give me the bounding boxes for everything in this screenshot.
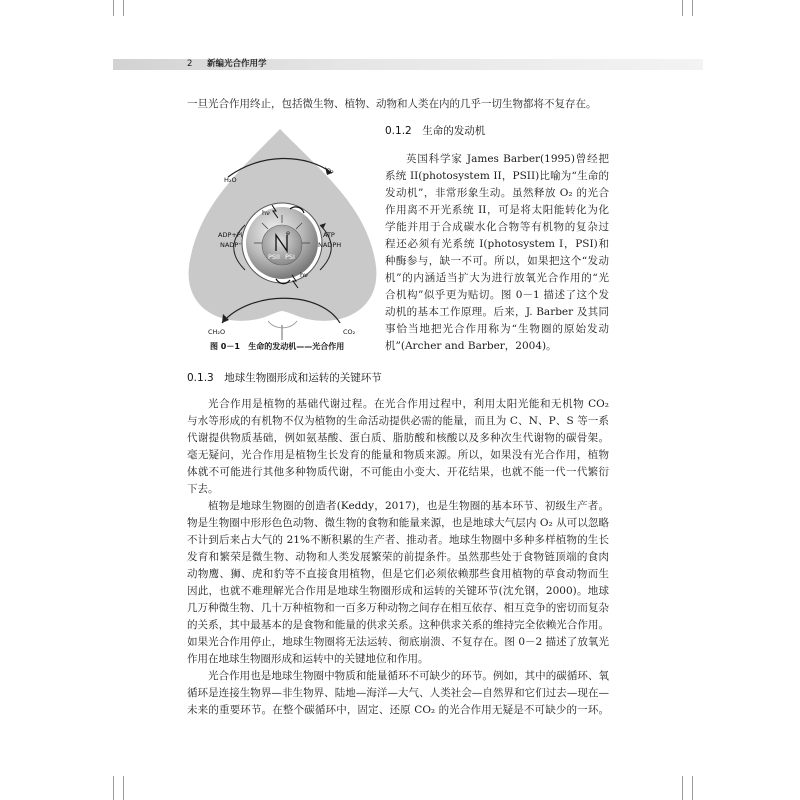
label-psii: PSII: [268, 253, 280, 261]
crop-mark-bottom-right-v: [682, 776, 683, 800]
body-text-line: 下去。: [187, 483, 219, 495]
section-heading-0-1-2: 0.1.2 生命的发动机: [385, 125, 486, 137]
body-text-line: 植物是地球生物圈的创造者(Keddy，2017)，也是生物圈的基本环节、初级生产者。: [208, 500, 609, 512]
body-text-line: 发育和繁荣是微生物、动物和人类发展繁荣的前提条件。虽然那些处于食物链顶端的食肉: [187, 551, 609, 563]
body-text-line: 作用在地球生物圈形成和运转中的关键地位和作用。: [187, 653, 429, 665]
crop-mark-bottom-left-v2: [123, 776, 124, 800]
body-text-line: 合机构”似乎更为贴切。图 0－1 描述了这个发: [385, 289, 609, 301]
label-o2: O₂: [326, 167, 334, 175]
body-text-line: 循环是连接生物界—非生物界、陆地—海洋—大气、人类社会—自然界和它们过去—现在—: [187, 687, 609, 699]
body-text-line: 几万种微生物、几十万种植物和一百多万种动物之间存在相互依存、相互竞争的密切而复杂: [187, 602, 609, 614]
running-header-title: 新编光合作用学: [207, 59, 267, 69]
label-hv-bottom: hν: [300, 271, 308, 279]
body-text-line: 动机的基本工作原理。后来，J. Barber 及其同: [385, 306, 609, 318]
label-hv-top: hν: [262, 209, 270, 217]
label-co2: CO₂: [343, 328, 356, 336]
body-text-line: 机”的内涵适当扩大为进行放氧光合作用的“光: [385, 272, 609, 284]
body-text-line: 体就不可能进行其他多种物质代谢，不可能由小变大、开花结果，也就不能一代一代繁衍: [187, 466, 609, 478]
label-ch2o: CH₂O: [208, 328, 226, 336]
figure-photosynthesis-engine: [180, 125, 385, 340]
page-number: 2: [187, 59, 193, 69]
label-adp: ADP+Pi: [218, 231, 243, 239]
label-nadph: NADPH: [318, 241, 342, 249]
body-text-line: 毫无疑问，光合作用是植物生长发育的能量和物质来源。所以，如果没有光合作用，植物: [187, 449, 609, 461]
body-text-line: 机”(Archer and Barber，2004)。: [385, 340, 557, 352]
body-text-line: 英国科学家 James Barber(1995)曾经把: [406, 153, 609, 165]
body-text-line: 代谢提供物质基础，例如氨基酸、蛋白质、脂肪酸和核酸以及多种次生代谢物的碳骨架。: [187, 432, 609, 444]
body-text-line: 物是生物圈中形形色色动物、微生物的食物和能量来源，也是地球大气层内 O₂ 从可以忽略: [187, 517, 609, 529]
body-text-line: 如果光合作用停止，地球生物圈将无法运转、彻底崩溃、不复存在。图 0－2 描述了放氧光: [187, 636, 609, 648]
body-text-line: 系统 II(photosystem II，PSII)比喻为“生命的: [385, 170, 609, 182]
body-text-line: 发动机”，非常形象生动。虽然释放 O₂ 的光合: [385, 187, 609, 199]
body-text-line: 程还必须有光系统 I(photosystem I，PSI)和: [385, 238, 609, 250]
body-text-line: 种酶参与，缺一不可。所以，如果把这个“发动: [385, 255, 609, 267]
body-text-line: 未来的重要环节。在整个碳循环中，固定、还原 CO₂ 的光合作用无疑是不可缺少的一环。: [187, 704, 609, 716]
crop-mark-top-right-v2: [692, 0, 693, 16]
body-text-line: 事恰当地把光合作用称为“生物圈的原始发动: [385, 323, 609, 335]
label-psi: PSI: [285, 253, 295, 261]
figure-caption-number: 图 0－1: [210, 342, 240, 351]
crop-mark-top-left-v: [113, 0, 114, 16]
figure-caption: [210, 342, 344, 352]
body-text-line: 光合作用是植物的基础代谢过程。在光合作用过程中，利用太阳光能和无机物 CO₂: [208, 398, 609, 410]
body-text-line: 与水等形成的有机物不仅为植物的生命活动提供必需的能量，而且为 C、N、P、S 等一系: [187, 415, 609, 427]
label-nadp: NADP⁺: [220, 241, 242, 249]
body-text-line: 学能并用于合成碳水化合物等有机物的复杂过: [385, 221, 609, 233]
body-text-line: 不计到后来占大气的 21%不断积累的生产者、推动者。地球生物圈中多种多样植物的生长: [187, 534, 609, 546]
body-text-line: 动物鹰、狮、虎和豹等不直接食用植物，但是它们必须依赖那些食用植物的草食动物而生: [187, 568, 609, 580]
crop-mark-bottom-right-v2: [692, 776, 693, 800]
body-text-line: 光合作用也是地球生物圈中物质和能量循环不可缺少的环节。例如，其中的碳循环、氧: [208, 670, 609, 682]
label-atp: ATP: [323, 231, 335, 239]
section-heading-0-1-3: 0.1.3 地球生物圈形成和运转的关键环节: [187, 372, 382, 384]
body-text-line: 作用离不开光系统 II，可是将太阳能转化为化: [385, 204, 609, 216]
label-electron: e: [286, 229, 290, 237]
crop-mark-top-right-v: [682, 0, 683, 16]
crop-mark-top-left-v2: [123, 0, 124, 16]
figure-caption-text: 生命的发动机——光合作用: [248, 342, 345, 351]
crop-mark-bottom-left-v: [113, 776, 114, 800]
running-header-band: [113, 59, 703, 70]
body-text-line: 的关系，其中最基本的是食物和能量的供求关系。这种供求关系的维持完全依赖光合作用。: [187, 619, 609, 631]
body-text-line: 因此，也就不难理解光合作用是地球生物圈形成和运转的关键环节(沈允钢，2000)。地球: [187, 585, 609, 597]
label-h2o: H₂O: [224, 176, 237, 184]
body-text-line: 一旦光合作用终止，包括微生物、植物、动物和人类在内的几乎一切生物都将不复存在。: [187, 98, 597, 110]
